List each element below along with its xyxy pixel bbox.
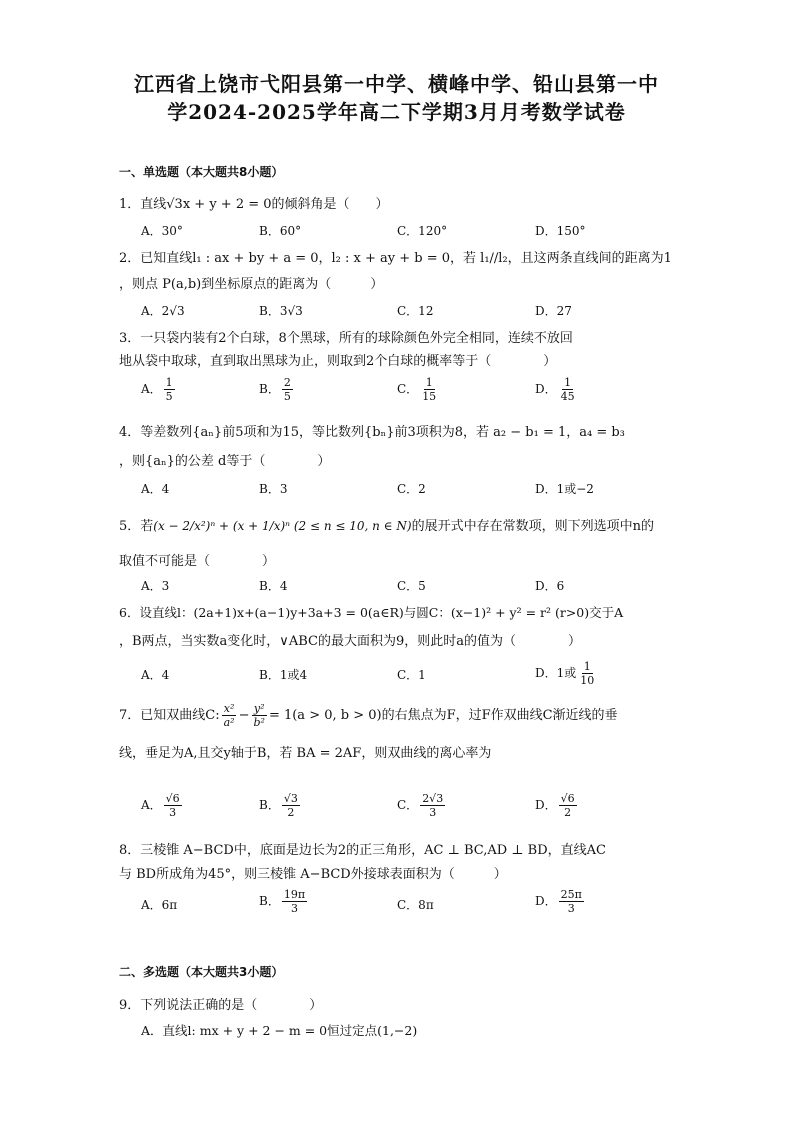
q4-stem-line1: 4．等差数列{aₙ}前5项和为15，等比数列{bₙ}前3项积为8，若 a₂ − b₁ = 1，a₄ = b₃ xyxy=(119,425,625,440)
q6-options xyxy=(141,660,701,692)
q6-stem-line1: 6．设直线l：(2a+1)x+(a−1)y+3a+3 = 0(a∈R)与圆C：(x−1)² + y² = r² (r>0)交于A xyxy=(119,605,624,620)
q5-options xyxy=(141,577,701,597)
q8-options xyxy=(141,888,701,924)
q7-stem-line2: 线，垂足为A,且交y轴于B，若 BA = 2AF，则双曲线的离心率为 xyxy=(119,746,492,761)
q8-option-c[interactable]: C．8π xyxy=(397,898,434,912)
q7-option-b[interactable]: B． $\frac{√3}{2}$ xyxy=(259,792,298,819)
q5-option-b[interactable]: B．4 xyxy=(259,579,288,593)
q4-option-d[interactable]: D．1或−2 xyxy=(535,482,594,496)
q5-stem-line2: 取值不可能是（ ） xyxy=(119,554,276,569)
q5-stem-line1: 5．若(x − 2/x²)ⁿ + (x + 1/x)ⁿ (2 ≤ n ≤ 10, n ∈ N)的展开式中存在常数项，则下列选项中n的 xyxy=(119,519,654,534)
q9-stem: 9．下列说法正确的是（ ） xyxy=(119,998,323,1013)
q8-stem-line2: 与 BD所成角为45°，则三棱锥 A−BCD外接球表面积为（ ） xyxy=(119,867,507,882)
q7-option-a[interactable]: A． $\frac{√6}{3}$ xyxy=(141,792,180,819)
q3-option-d[interactable]: D． $\frac{1}{45}$ xyxy=(535,376,575,403)
q8-option-b[interactable]: B． $\frac{19\pi}{3}$ xyxy=(259,888,306,915)
q2-option-a[interactable]: A．2√3 xyxy=(141,304,185,318)
q3-option-b[interactable]: B． $\frac{2}{5}$ xyxy=(259,376,291,403)
q6-option-b[interactable]: B．1或4 xyxy=(259,668,308,682)
q9-option-a[interactable]: A．直线l: mx + y + 2 − m = 0恒过定点(1,−2) xyxy=(141,1023,418,1038)
q6-option-d[interactable]: D．1或 $\frac{1}{10}$ xyxy=(535,660,595,687)
q3-option-c[interactable]: C． $\frac{1}{15}$ xyxy=(397,376,437,403)
q1-stem: 1．直线√3x + y + 2 = 0的倾斜角是（ ） xyxy=(119,197,389,212)
q7-stem-line1: 7．已知双曲线C: $\frac{\text{x²}}{\text{a²}}$ − $\frac{\text{y²}}{\text{b²}}$ = 1(a > 0, b > 0)的右焦点为F，过F作双曲线C渐近线的垂 xyxy=(119,702,618,729)
exam-title-line1: 江西省上饶市弋阳县第一中学、横峰中学、铅山县第一中 xyxy=(134,72,659,96)
q3-stem-line1: 3．一只袋内装有2个白球，8个黑球，所有的球除颜色外完全相同，连续不放回 xyxy=(119,331,573,346)
q4-option-c[interactable]: C．2 xyxy=(397,482,426,496)
q2-option-c[interactable]: C．12 xyxy=(397,304,434,318)
q2-option-b[interactable]: B．3√3 xyxy=(259,304,303,318)
q6-stem-line2: ，B两点，当实数a变化时，∨ABC的最大面积为9，则此时a的值为（ ） xyxy=(119,634,581,649)
q7-options xyxy=(141,792,701,828)
q8-option-a[interactable]: A．6π xyxy=(141,898,178,912)
q6-option-a[interactable]: A．4 xyxy=(141,668,170,682)
q2-option-d[interactable]: D．27 xyxy=(535,304,572,318)
q6-option-c[interactable]: C．1 xyxy=(397,668,426,682)
q1-option-a[interactable]: A．30° xyxy=(141,224,183,238)
exam-title-line2: 学2024-2025学年高二下学期3月月考数学试卷 xyxy=(167,100,626,124)
q3-options xyxy=(141,376,701,408)
q8-stem-line1: 8．三棱锥 A−BCD中，底面是边长为2的正三角形，AC ⊥ BC,AD ⊥ BD，直线AC xyxy=(119,843,606,858)
q2-stem-line2: ，则点 P(a,b)到坐标原点的距离为（ ） xyxy=(119,277,384,292)
q7-option-d[interactable]: D． $\frac{√6}{2}$ xyxy=(535,792,575,819)
q1-option-c[interactable]: C．120° xyxy=(397,224,448,238)
q8-option-d[interactable]: D． $\frac{25\pi}{3}$ xyxy=(535,888,582,915)
q5-option-a[interactable]: A．3 xyxy=(141,579,170,593)
q5-option-d[interactable]: D．6 xyxy=(535,579,565,593)
q5-expression: (x − 2/x²)ⁿ + (x + 1/x)ⁿ (2 ≤ n ≤ 10, n ∈ N) xyxy=(153,519,412,533)
q3-option-a[interactable]: A． $\frac{1}{5}$ xyxy=(141,376,173,403)
q2-stem-line1: 2．已知直线l₁ : ax + by + a = 0，l₂ : x + ay + b = 0，若 l₁//l₂，且这两条直线间的距离为1 xyxy=(119,251,672,266)
q4-stem-line2: ，则{aₙ}的公差 d等于（ ） xyxy=(119,454,331,469)
q4-option-b[interactable]: B．3 xyxy=(259,482,288,496)
q7-option-c[interactable]: C． $\frac{2√3}{3}$ xyxy=(397,792,444,819)
q4-options xyxy=(141,480,701,500)
q4-option-a[interactable]: A．4 xyxy=(141,482,170,496)
q5-option-c[interactable]: C．5 xyxy=(397,579,426,593)
section-multi-choice: 二、多选题（本大题共3小题） xyxy=(119,965,284,979)
q1-option-b[interactable]: B．60° xyxy=(259,224,302,238)
q1-option-d[interactable]: D．150° xyxy=(535,224,586,238)
q2-options xyxy=(141,302,701,322)
section-single-choice: 一、单选题（本大题共8小题） xyxy=(119,165,284,179)
q3-stem-line2: 地从袋中取球，直到取出黑球为止，则取到2个白球的概率等于（ ） xyxy=(119,354,557,369)
q1-options xyxy=(141,222,701,242)
